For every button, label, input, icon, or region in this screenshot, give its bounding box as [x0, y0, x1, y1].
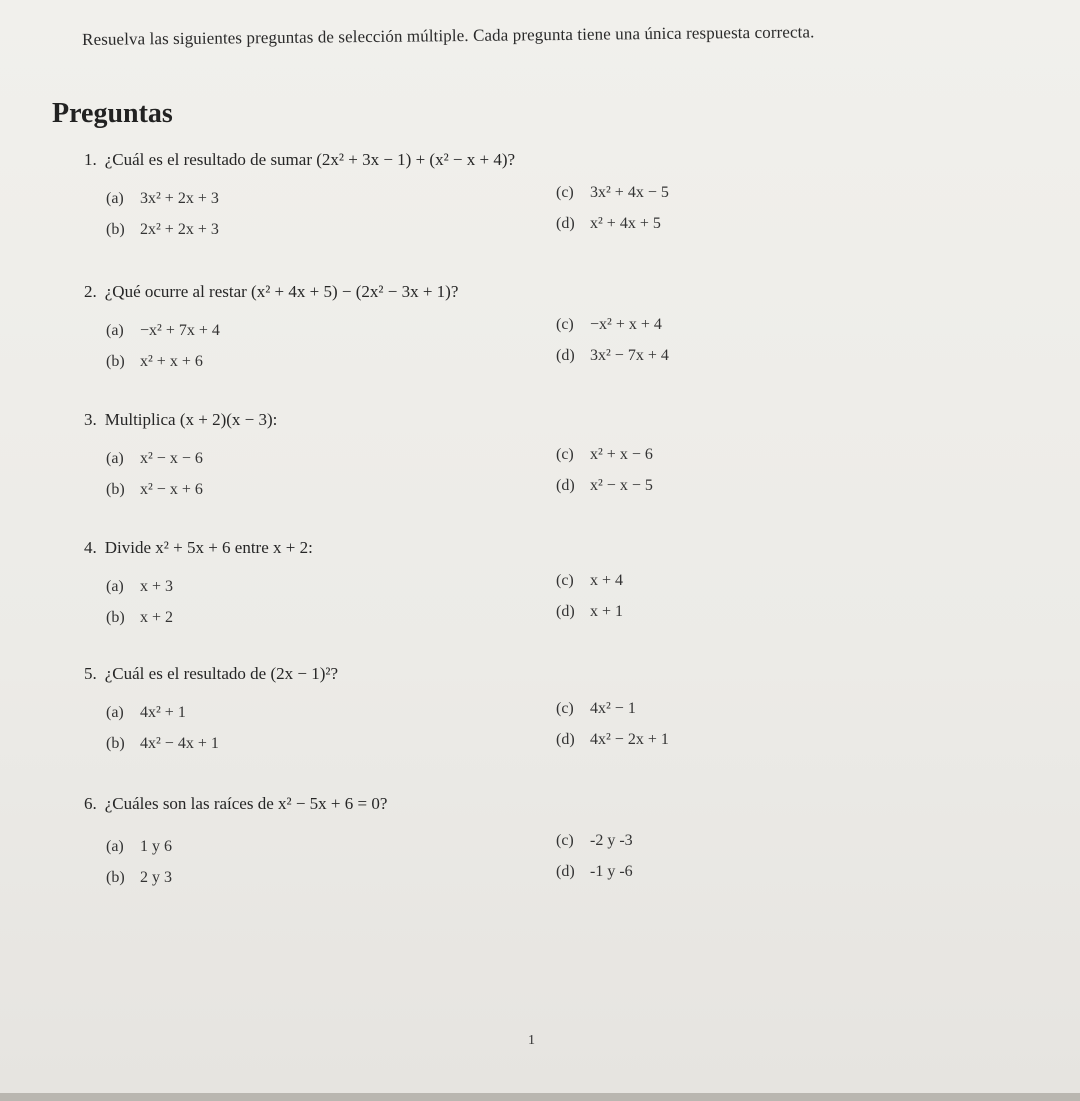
question-stem — [84, 410, 984, 430]
question-text: Divide x² + 5x + 6 entre x + 2: — [104, 538, 313, 557]
option-a — [106, 704, 186, 722]
option-text: 2x² + 2x + 3 — [140, 221, 219, 238]
options-grid — [84, 700, 984, 764]
option-d — [556, 477, 653, 495]
option-text: 3x² − 7x + 4 — [590, 347, 669, 364]
option-b — [106, 869, 172, 887]
option-label: (a) — [106, 838, 124, 855]
option-label: (a) — [106, 578, 124, 595]
question-2 — [84, 282, 984, 382]
option-label: (d) — [556, 603, 575, 620]
question-text: Multiplica (x + 2)(x − 3): — [104, 410, 278, 429]
option-label: (b) — [106, 735, 125, 752]
options-grid — [84, 184, 984, 250]
option-label: (c) — [556, 832, 574, 849]
question-stem — [84, 794, 984, 814]
option-b — [106, 735, 219, 753]
option-label: (d) — [556, 347, 575, 364]
option-label: (d) — [556, 477, 575, 494]
option-text: x² + x − 6 — [590, 446, 653, 463]
option-text: 4x² − 4x + 1 — [140, 735, 219, 752]
option-a — [106, 838, 172, 856]
options-grid — [84, 572, 984, 638]
option-label: (d) — [556, 863, 575, 880]
option-text: x² + x + 6 — [140, 353, 203, 370]
option-label: (c) — [556, 446, 574, 463]
option-text: 4x² − 1 — [590, 700, 636, 717]
question-number: 3. — [84, 410, 97, 429]
option-d — [556, 863, 633, 881]
option-d — [556, 603, 623, 621]
option-c — [556, 832, 633, 850]
option-label: (b) — [106, 869, 125, 886]
question-stem — [84, 538, 984, 558]
option-text: -2 y -3 — [590, 832, 633, 849]
option-label: (c) — [556, 316, 574, 333]
question-text: ¿Cuáles son las raíces de x² − 5x + 6 = 0? — [104, 794, 388, 813]
option-a — [106, 190, 219, 208]
question-number: 1. — [84, 150, 97, 169]
option-c — [556, 572, 623, 590]
option-text: x + 4 — [590, 572, 624, 589]
option-b — [106, 609, 173, 627]
option-label: (d) — [556, 731, 575, 748]
option-text: −x² + 7x + 4 — [140, 322, 220, 339]
question-stem — [84, 282, 984, 302]
question-number: 2. — [84, 282, 97, 301]
option-c — [556, 184, 669, 202]
option-label: (a) — [106, 450, 124, 467]
option-label: (b) — [106, 221, 125, 238]
option-text: x² − x − 6 — [140, 450, 203, 467]
option-label: (b) — [106, 609, 125, 626]
option-label: (b) — [106, 481, 125, 498]
option-text: 3x² + 2x + 3 — [140, 190, 219, 207]
question-text: ¿Cuál es el resultado de (2x − 1)²? — [104, 664, 338, 683]
option-label: (c) — [556, 572, 574, 589]
section-title: Preguntas — [52, 98, 173, 129]
option-d — [556, 731, 669, 749]
question-1 — [84, 150, 984, 250]
option-text: −x² + x + 4 — [590, 316, 662, 333]
option-label: (c) — [556, 700, 574, 717]
option-d — [556, 347, 669, 365]
option-text: 2 y 3 — [140, 869, 172, 886]
option-b — [106, 353, 203, 371]
question-5 — [84, 664, 984, 764]
option-text: x² − x − 5 — [590, 477, 653, 494]
page-number: 1 — [528, 1033, 535, 1048]
question-stem — [84, 150, 984, 170]
option-label: (b) — [106, 353, 125, 370]
option-text: -1 y -6 — [590, 863, 633, 880]
question-number: 5. — [84, 664, 97, 683]
question-6 — [84, 794, 984, 898]
option-text: x² − x + 6 — [140, 481, 203, 498]
option-text: x + 3 — [140, 578, 174, 595]
question-stem — [84, 664, 984, 684]
option-text: x + 2 — [140, 609, 174, 626]
option-a — [106, 450, 203, 468]
option-b — [106, 481, 203, 499]
question-text: ¿Qué ocurre al restar (x² + 4x + 5) − (2x² − 3x + 1)? — [104, 282, 459, 301]
option-text: 1 y 6 — [140, 838, 172, 855]
options-grid — [84, 832, 984, 898]
option-label: (c) — [556, 184, 574, 201]
question-number: 6. — [84, 794, 97, 813]
options-grid — [84, 446, 984, 510]
option-text: 4x² − 2x + 1 — [590, 731, 669, 748]
question-text: ¿Cuál es el resultado de sumar (2x² + 3x − 1) + (x² − x + 4)? — [104, 150, 516, 169]
option-c — [556, 446, 653, 464]
option-text: x² + 4x + 5 — [590, 215, 661, 232]
instructions-text: Resuelva las siguientes preguntas de selección múltiple. Cada pregunta tiene una única respuesta correcta. — [82, 22, 815, 49]
options-grid — [84, 316, 984, 382]
option-text: 3x² + 4x − 5 — [590, 184, 669, 201]
option-a — [106, 578, 173, 596]
option-label: (d) — [556, 215, 575, 232]
option-c — [556, 700, 636, 718]
option-a — [106, 322, 220, 340]
question-4 — [84, 538, 984, 638]
question-3 — [84, 410, 984, 510]
paper-bottom-edge — [0, 1093, 1080, 1101]
option-b — [106, 221, 219, 239]
option-text: 4x² + 1 — [140, 704, 186, 721]
option-text: x + 1 — [590, 603, 624, 620]
option-label: (a) — [106, 322, 124, 339]
option-label: (a) — [106, 190, 124, 207]
option-c — [556, 316, 662, 334]
option-d — [556, 215, 661, 233]
question-number: 4. — [84, 538, 97, 557]
option-label: (a) — [106, 704, 124, 721]
